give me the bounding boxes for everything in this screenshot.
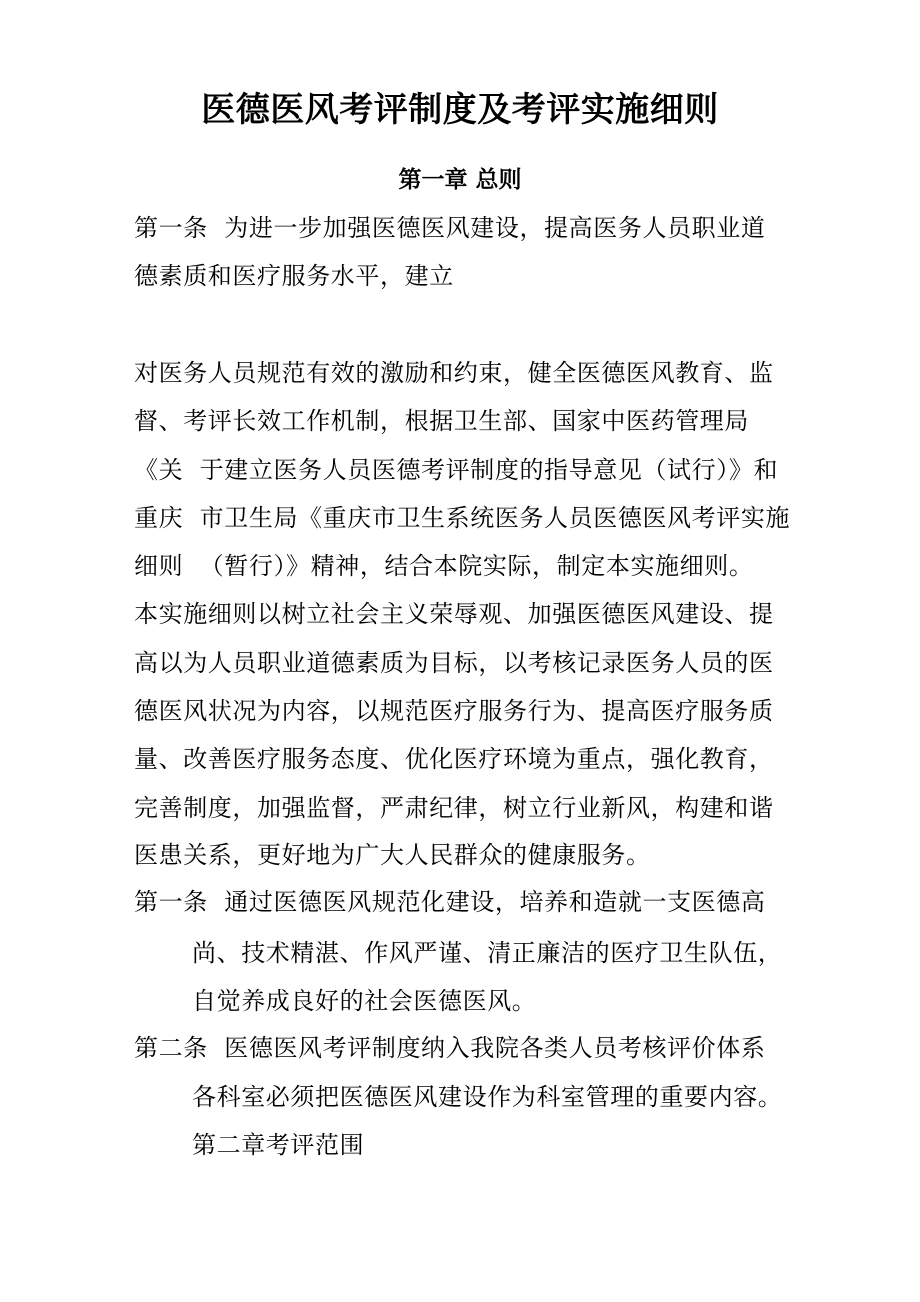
paragraph-line: 医患关系，更好地为广大人民群众的健康服务。 (134, 841, 651, 869)
chapter-heading-2: 第二章考评范围 (192, 1131, 365, 1159)
article-line-indented: 自觉养成良好的社会医德医风。 (192, 987, 537, 1015)
paragraph-line: 德医风状况为内容，以规范医疗服务行为、提高医疗服务质 (134, 697, 774, 725)
article-line-indented: 尚、技术精湛、作风严谨、清正廉洁的医疗卫生队伍， (192, 939, 783, 967)
paragraph-line: 第一条 为进一步加强医德医风建设，提高医务人员职业道 (134, 214, 766, 242)
paragraph-line: 高以为人员职业道德素质为目标，以考核记录医务人员的医 (134, 649, 774, 677)
paragraph-line: 对医务人员规范有效的激励和约束，健全医德医风教育、监 (134, 359, 774, 387)
paragraph-line: 量、改善医疗服务态度、优化医疗环境为重点，强化教育， (134, 745, 774, 773)
paragraph-line: 完善制度，加强监督，严肃纪律，树立行业新风，构建和谐 (134, 794, 774, 822)
paragraph-line: 《关 于建立医务人员医德考评制度的指导意见（试行）》和 (134, 456, 779, 484)
paragraph-line: 重庆 市卫生局《重庆市卫生系统医务人员医德医风考评实施 (134, 504, 791, 532)
paragraph-line: 本实施细则以树立社会主义荣辱观、加强医德医风建设、提 (134, 600, 774, 628)
paragraph-line: 德素质和医疗服务水平，建立 (134, 262, 454, 290)
article-line-indented: 各科室必须把医德医风建设作为科室管理的重要内容。 (192, 1083, 783, 1111)
document-title: 医德医风考评制度及考评实施细则 (201, 90, 719, 130)
chapter-heading: 第一章 总则 (398, 167, 522, 193)
paragraph-line: 督、考评长效工作机制，根据卫生部、国家中医药管理局 (134, 407, 749, 435)
paragraph-line: 细则 （暂行）》精神，结合本院实际，制定本实施细则。 (134, 552, 754, 580)
article-line: 第二条 医德医风考评制度纳入我院各类人员考核评价体系 (134, 1034, 766, 1062)
article-line: 第一条 通过医德医风规范化建设，培养和造就一支医德高 (134, 888, 766, 916)
